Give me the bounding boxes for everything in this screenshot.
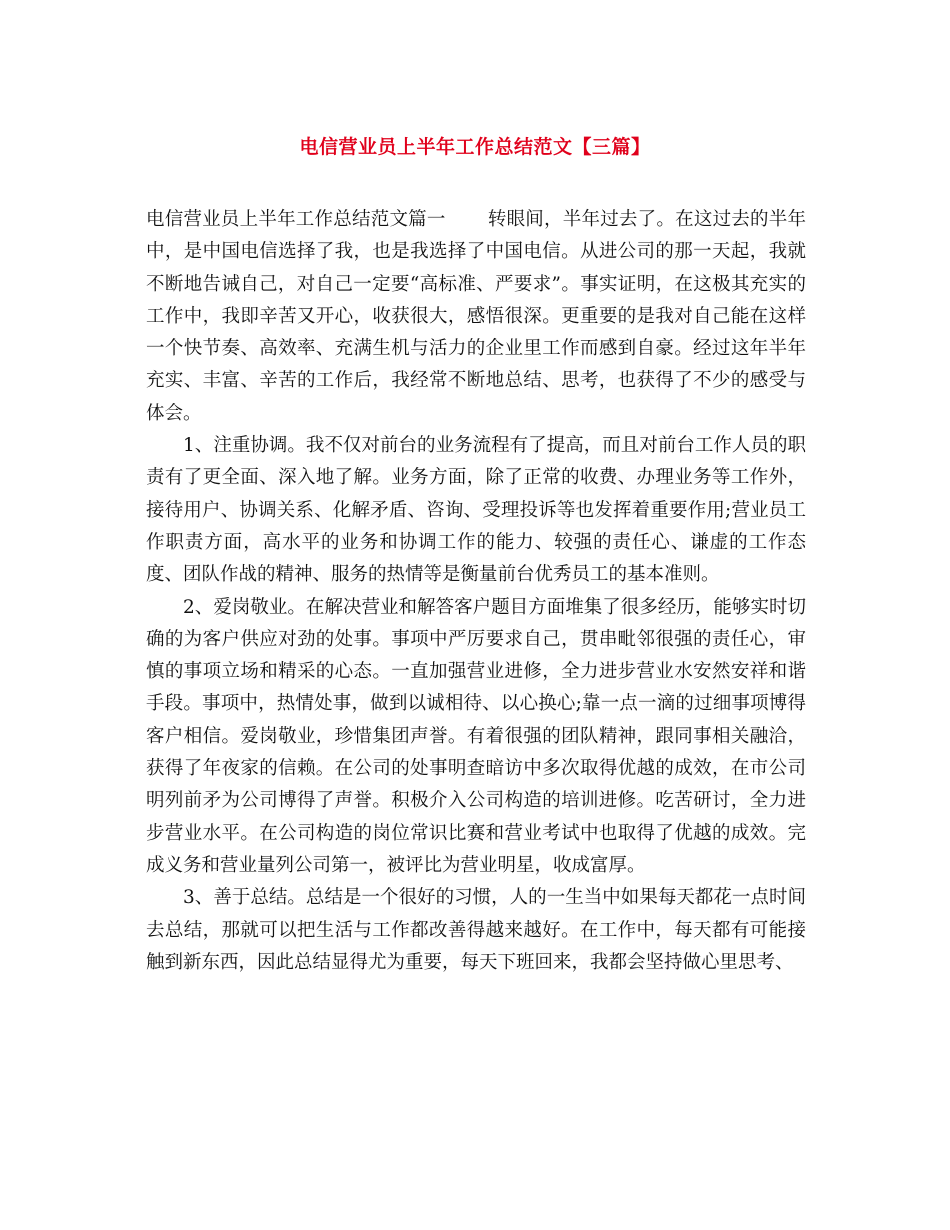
document-body: [146, 204, 806, 979]
intro-paragraph: [146, 204, 806, 430]
intro-text: 转眼间，半年过去了。在这过去的半年中，是中国电信选择了我，也是我选择了中国电信。从进公司的那一天起，我就不断地告诫自己，对自己一定要“高标准、严要求”。事实证明，在这极其充实的工作中，我即辛苦又开心，收获很大，感悟很深。更重要的是我对自己能在这样一个快节奏、高效率、充满生机与活力的企业里工作而感到自豪。经过这年半年充实、丰富、辛苦的工作后，我经常不断地总结、思考，也获得了不少的感受与体会。: [146, 209, 806, 424]
paragraph-summary: 3、善于总结。总结是一个很好的习惯，人的一生当中如果每天都花一点时间去总结，那就可以把生活与工作都改善得越来越好。在工作中，每天都有可能接触到新东西，因此总结显得尤为重要，每天下班回来，我都会坚持做心里思考、: [146, 887, 806, 973]
paragraph-dedication: 2、爱岗敬业。在解决营业和解答客户题目方面堆集了很多经历，能够实时切确的为客户供应对劲的处事。事项中严厉要求自己，贯串毗邻很强的责任心，审慎的事项立场和精采的心态。一直加强营业进修，全力进步营业水安然安祥和谐手段。事项中，热情处事，做到以诚相待、以心换心;靠一点一滴的过细事项博得客户相信。爱岗敬业，珍惜集团声誉。有着很强的团队精神，跟同事相关融洽，获得了年夜家的信赖。在公司的处事明查暗访中多次取得优越的成效，在市公司明列前矛为公司博得了声誉。积极介入公司构造的培训进修。吃苦研讨，全力进步营业水平。在公司构造的岗位常识比赛和营业考试中也取得了优越的成效。完成义务和营业量列公司第一，被评比为营业明星，收成富厚。: [146, 596, 806, 876]
document-title: 电信营业员上半年工作总结范文【三篇】: [299, 136, 651, 158]
intro-heading: 电信营业员上半年工作总结范文篇一: [146, 209, 446, 230]
paragraph-coordination: 1、注重协调。我不仅对前台的业务流程有了提高，而且对前台工作人员的职责有了更全面、深入地了解。业务方面，除了正常的收费、办理业务等工作外，接待用户、协调关系、化解矛盾、咨询、受理投诉等也发挥着重要作用;营业员工作职责方面，高水平的业务和协调工作的能力、较强的责任心、谦虚的工作态度、团队作战的精神、服务的热情等是衡量前台优秀员工的基本准则。: [146, 435, 806, 586]
